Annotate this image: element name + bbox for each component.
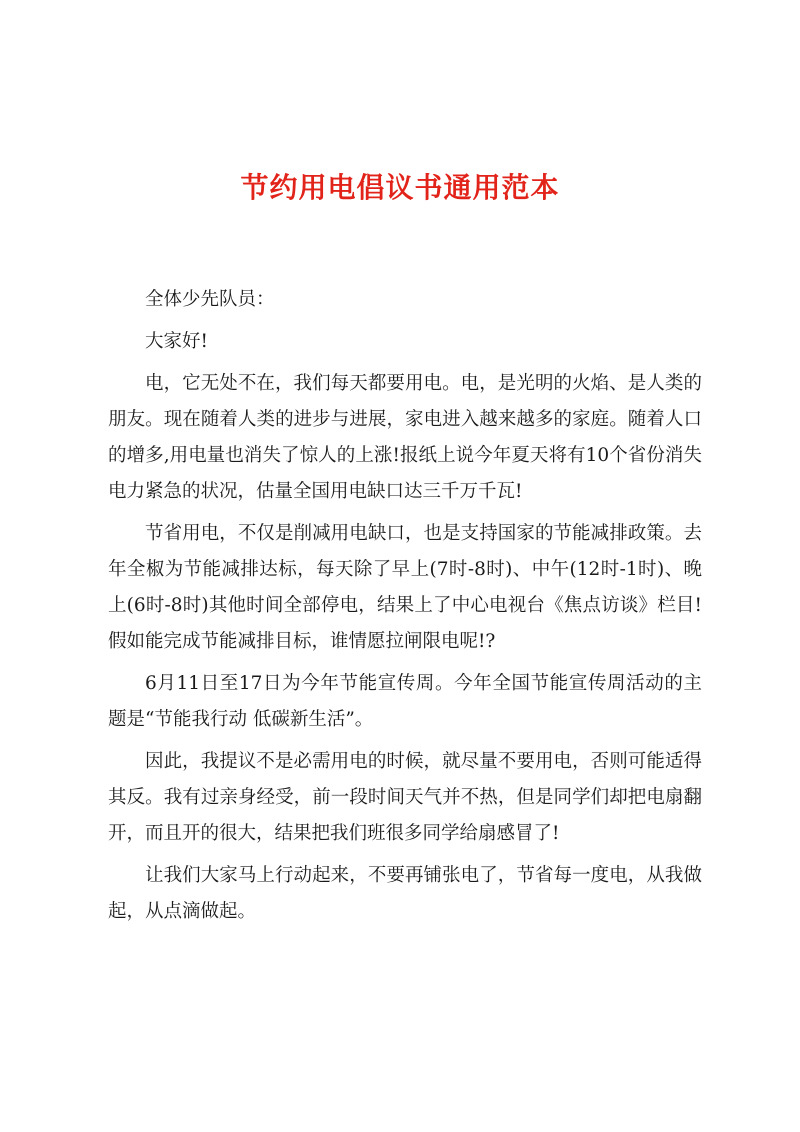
- paragraph: 因此，我提议不是必需用电的时候，就尽量不要用电，否则可能适得其反。我有过亲身经受，前一段时间天气并不热，但是同学们却把电扇翻开，而且开的很大，结果把我们班很多同学给扇感冒了!: [108, 751, 702, 844]
- document-body: [108, 282, 702, 936]
- paragraph: 节省用电，不仅是削减用电缺口，也是支持国家的节能减排政策。去年全椒为节能减排达标，每天除了早上(7时-8时)、中午(12时-1时)、晚上(6时-8时)其他时间全部停电，结果上了中心电视台《焦点访谈》栏目!假如能完成节能减排目标，谁情愿拉闸限电呢!?: [108, 523, 702, 652]
- salutation: 大家好!: [145, 331, 208, 352]
- greeting: 全体少先队员：: [145, 289, 275, 310]
- paragraph: 6月11日至17日为今年节能宣传周。今年全国节能宣传周活动的主题是“节能我行动 低碳新生活”。: [108, 673, 702, 730]
- paragraph: 电，它无处不在，我们每天都要用电。电，是光明的火焰、是人类的朋友。现在随着人类的进步与进展，家电进入越来越多的家庭。随着人口的增多,用电量也消失了惊人的上涨!报纸上说今年夏天将有10个省份消失电力紧急的状况，估量全国用电缺口达三千万千瓦!: [108, 373, 702, 502]
- document-title: 节约用电倡议书通用范本: [240, 171, 560, 204]
- paragraph: 让我们大家马上行动起来，不要再铺张电了，节省每一度电，从我做起，从点滴做起。: [108, 865, 702, 922]
